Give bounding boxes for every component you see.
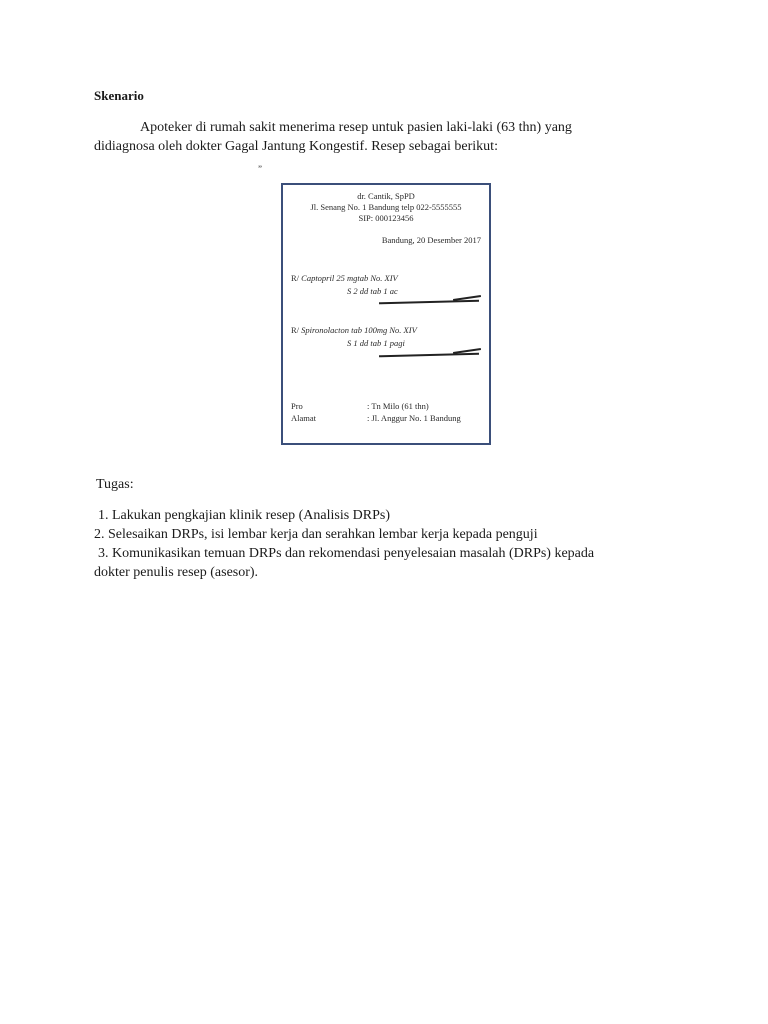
tasks-heading: Tugas:	[96, 477, 134, 492]
tasks-list	[94, 506, 674, 582]
patient-label: Pro	[291, 401, 303, 411]
doctor-sip: SIP: 000123456	[358, 213, 414, 223]
rx-item-2	[291, 325, 417, 335]
patient-value: : Tn Milo (61 thn)	[367, 401, 429, 411]
stray-mark: ”	[258, 164, 262, 174]
intro-paragraph	[94, 118, 654, 156]
document-title: Skenario	[94, 88, 144, 103]
intro-line-1: Apoteker di rumah sakit menerima resep untuk pasien laki-laki (63 thn) yang	[140, 120, 572, 135]
signature-line-2	[379, 353, 479, 357]
task-item-2: 2. Selesaikan DRPs, isi lembar kerja dan serahkan lembar kerja kepada penguji	[94, 527, 538, 542]
rx-drug: Captopril 25 mgtab No. XIV	[301, 273, 398, 283]
task-item-3-continued: dokter penulis resep (asesor).	[94, 565, 259, 580]
address-value: : Jl. Anggur No. 1 Bandung	[367, 413, 461, 423]
prescription-date: Bandung, 20 Desember 2017	[381, 235, 481, 245]
task-item-1: 1. Lakukan pengkajian klinik resep (Analisis DRPs)	[98, 508, 391, 523]
address-label: Alamat	[291, 413, 317, 423]
rx-prefix: R/	[291, 325, 300, 335]
rx-signa-1: S 2 dd tab 1 ac	[347, 286, 398, 296]
signature-line-1	[379, 300, 479, 304]
rx-signa-2: S 1 dd tab 1 pagi	[347, 338, 405, 348]
rx-prefix: R/	[291, 273, 300, 283]
intro-line-2: didiagnosa oleh dokter Gagal Jantung Kongestif. Resep sebagai berikut:	[94, 139, 498, 154]
task-item-3: 3. Komunikasikan temuan DRPs dan rekomendasi penyelesaian masalah (DRPs) kepada	[98, 546, 595, 561]
rx-item-1	[291, 273, 398, 283]
prescription-image	[281, 183, 491, 445]
doctor-address: Jl. Senang No. 1 Bandung telp 022-5555555	[310, 202, 462, 212]
rx-drug: Spironolacton tab 100mg No. XIV	[301, 325, 417, 335]
doctor-name: dr. Cantik, SpPD	[357, 191, 415, 201]
